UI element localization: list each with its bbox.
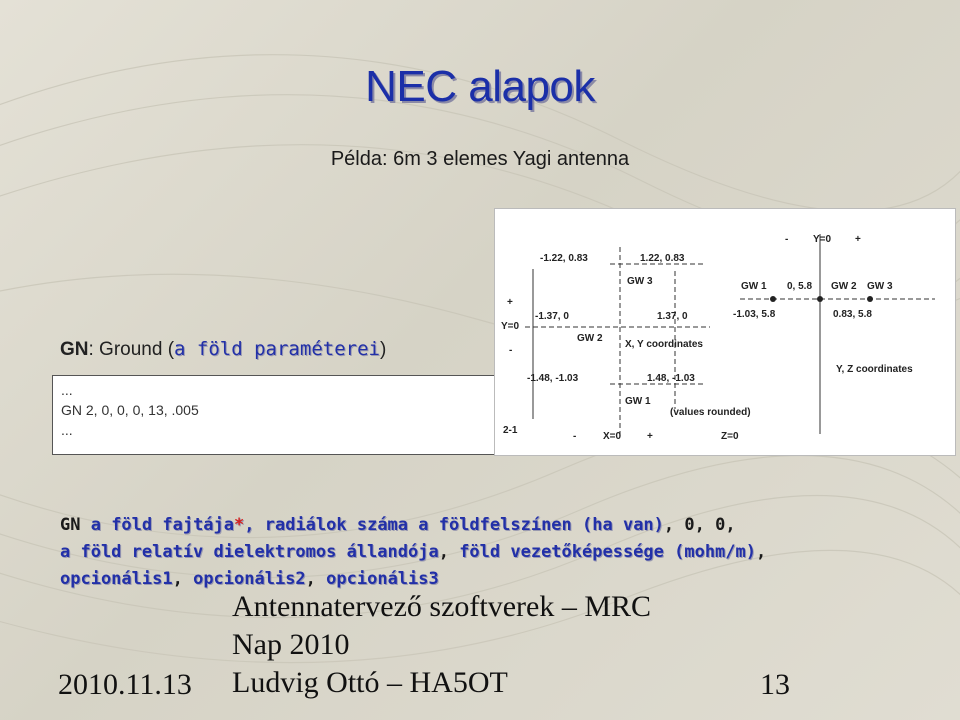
footer-line-1: Antennatervező szoftverek – MRC <box>232 590 652 623</box>
page-number: 13 <box>760 668 790 701</box>
gn-description <box>60 512 940 593</box>
label-2-1: 2-1 <box>503 425 518 436</box>
desc-t6: föld vezetőképessége (mohm/m) <box>459 542 756 562</box>
label-gw3-right: GW 3 <box>867 281 893 292</box>
label-minus-left: - <box>509 345 513 356</box>
label-p8: -1.03, 5.8 <box>733 309 776 320</box>
label-gw1-left: GW 1 <box>625 396 651 407</box>
gn-heading <box>60 338 386 361</box>
desc-t4: a föld relatív dielektromos állandója <box>60 542 439 562</box>
code-example-box <box>52 375 518 455</box>
label-yz: Y, Z coordinates <box>836 364 913 375</box>
label-minus-right: - <box>785 234 789 245</box>
label-x0: X=0 <box>603 431 622 442</box>
desc-t11: , <box>305 569 327 589</box>
desc-t8: opcionális1 <box>60 569 173 589</box>
desc-t10: opcionális2 <box>193 569 306 589</box>
label-gw2-left: GW 2 <box>577 333 603 344</box>
gw1-point <box>770 296 776 302</box>
desc-t3: , 0, 0, <box>663 515 736 535</box>
gn-close-paren: ) <box>379 339 387 360</box>
label-p5: -1.48, -1.03 <box>527 373 579 384</box>
desc-star: * <box>234 515 245 535</box>
gn-keyword: GN <box>60 339 89 360</box>
gn-paren-text: a föld paraméterei <box>174 338 380 360</box>
diagram-svg <box>495 209 957 457</box>
desc-t2: , radiálok száma a földfelszínen (ha van) <box>244 515 664 535</box>
label-p7: 0, 5.8 <box>787 281 813 292</box>
label-minus-bottom: - <box>573 431 577 442</box>
label-p3: -1.37, 0 <box>535 311 569 322</box>
footer-line-2: Nap 2010 <box>232 628 350 661</box>
gw3-point <box>867 296 873 302</box>
label-gw3-left: GW 3 <box>627 276 653 287</box>
label-z0: Z=0 <box>721 431 739 442</box>
code-line-1: ... <box>61 382 73 398</box>
footer-line-3: Ludvig Ottó – HA5OT <box>232 666 508 699</box>
label-plus-right: + <box>855 234 861 245</box>
label-rounded: (values rounded) <box>670 407 751 418</box>
subtitle-text: Példa: 6m 3 elemes Yagi antenna <box>330 148 630 170</box>
label-p2: 1.22, 0.83 <box>640 253 685 264</box>
label-y0-left: Y=0 <box>501 321 520 332</box>
label-plus-bottom: + <box>647 431 653 442</box>
gn-colon-text: : Ground ( <box>88 339 175 360</box>
slide-title: NEC alapok <box>365 62 595 111</box>
label-y0-right: Y=0 <box>813 234 832 245</box>
antenna-coordinates-diagram <box>494 208 956 456</box>
label-xy: X, Y coordinates <box>625 339 703 350</box>
label-gw2-right: GW 2 <box>831 281 857 292</box>
label-p1: -1.22, 0.83 <box>540 253 588 264</box>
footer-date: 2010.11.13 <box>58 668 192 701</box>
label-p6: 1.48, -1.03 <box>647 373 695 384</box>
desc-t12: opcionális3 <box>326 569 439 589</box>
label-p9: 0.83, 5.8 <box>833 309 872 320</box>
desc-t7: , <box>756 542 767 562</box>
slide-subtitle <box>0 148 960 171</box>
gw2-point <box>817 296 823 302</box>
desc-line-2 <box>60 539 940 566</box>
desc-gn: GN <box>60 515 81 535</box>
code-line-2: GN 2, 0, 0, 0, 13, .005 <box>61 402 199 418</box>
desc-t1: a föld fajtája <box>80 515 235 535</box>
desc-t9: , <box>172 569 194 589</box>
desc-t5: , <box>438 542 460 562</box>
label-p4: 1.37, 0 <box>657 311 688 322</box>
code-line-3: ... <box>61 422 73 438</box>
label-plus-top: + <box>507 297 513 308</box>
desc-line-1 <box>60 512 940 539</box>
footer-center <box>232 588 702 702</box>
label-gw1-right: GW 1 <box>741 281 767 292</box>
